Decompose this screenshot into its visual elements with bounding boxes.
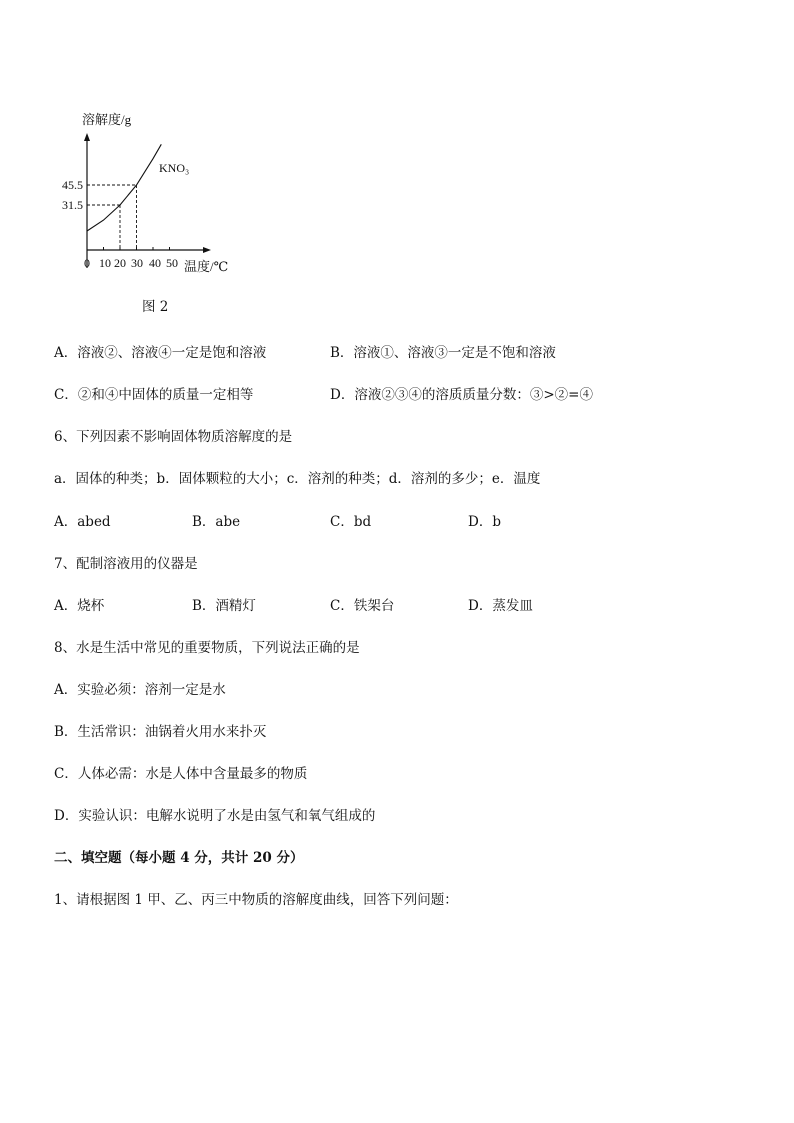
fill-q1: 1、请根据图 1 甲、乙、丙三中物质的溶解度曲线，回答下列问题：: [54, 892, 458, 908]
q7-option-b: B．酒精灯: [192, 598, 256, 614]
q7-stem: 7、配制溶液用的仪器是: [54, 556, 198, 572]
solubility-figure: [54, 108, 254, 288]
kno3-curve: [87, 144, 161, 231]
q5-option-a: A．溶液②、溶液④一定是饱和溶液: [54, 345, 267, 361]
q6-option-c: C．bd: [330, 514, 372, 530]
x-tick-label: 30: [131, 256, 143, 270]
figure-caption: 图 2: [142, 299, 169, 315]
q6-option-a: A．abed: [54, 514, 111, 530]
q5-option-c: C．②和④中固体的质量一定相等: [54, 387, 254, 403]
q6-option-b: B．abe: [192, 514, 241, 530]
x-tick-label: 40: [149, 256, 161, 270]
x-tick-label: 10: [99, 256, 111, 270]
solubility-chart: [54, 108, 254, 288]
y-tick-label: 45.5: [62, 178, 83, 192]
x-tick-label: 50: [166, 256, 178, 270]
q8-option-d: D．实验认识：电解水说明了水是由氢气和氧气组成的: [54, 808, 376, 824]
y-axis-label: 溶解度/g: [82, 112, 132, 127]
q6-option-d: D．b: [468, 514, 501, 530]
section-heading: 二、填空题（每小题 4 分，共计 20 分）: [54, 850, 304, 866]
x-tick-label: 0: [84, 256, 90, 270]
x-tick-label: 20: [114, 256, 126, 270]
q7-option-a: A．烧杯: [54, 598, 105, 614]
q8-option-a: A．实验必须：溶剂一定是水: [54, 682, 226, 698]
q7-option-d: D．蒸发皿: [468, 598, 533, 614]
x-axis-arrow: [203, 247, 211, 253]
q5-option-d: D．溶液②③④的溶质质量分数：③>②=④: [330, 387, 593, 403]
q6-stem: 6、下列因素不影响固体物质溶解度的是: [54, 429, 293, 445]
q8-option-c: C．人体必需：水是人体中含量最多的物质: [54, 766, 308, 782]
y-axis-arrow: [84, 133, 90, 141]
q8-stem: 8、水是生活中常见的重要物质，下列说法正确的是: [54, 640, 360, 656]
series-label: KNO₃: [159, 161, 190, 175]
q6-factors: a．固体的种类；b．固体颗粒的大小；c．溶剂的种类；d．溶剂的多少；e．温度: [54, 471, 541, 487]
q8-option-b: B．生活常识：油锅着火用水来扑灭: [54, 724, 267, 740]
q7-option-c: C．铁架台: [330, 598, 395, 614]
y-tick-label: 31.5: [62, 198, 83, 212]
x-axis-label: 温度/℃: [184, 259, 229, 274]
q5-option-b: B．溶液①、溶液③一定是不饱和溶液: [330, 345, 556, 361]
